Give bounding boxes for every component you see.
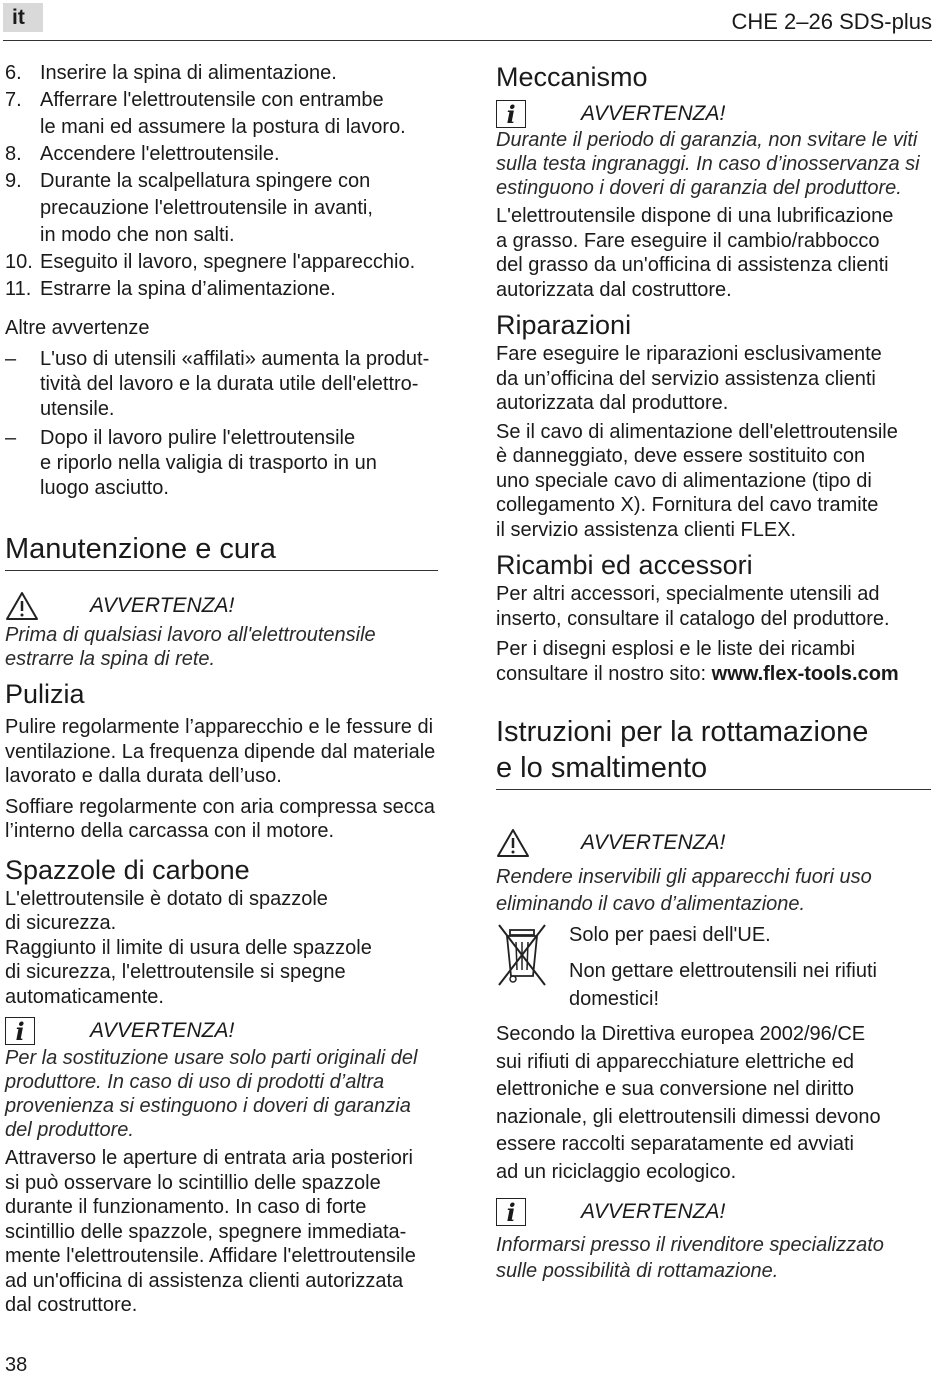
spazzole-paragraph: L'elettroutensile è dotato di spazzole di sicurezza. Raggiunto il limite di usura delle spazzole di sicurezza, l'elettroutensile si spegne automaticamente.	[5, 887, 372, 1008]
header-rule	[3, 40, 932, 41]
info-icon: i	[496, 1198, 581, 1226]
list-item: 9. Durante la scalpellatura spingere con precauzione l'elettroutensile in avanti, in modo che non salti.	[5, 170, 373, 246]
manutenzione-title: Manutenzione e cura	[5, 533, 276, 565]
meccanismo-title: Meccanismo	[496, 62, 648, 92]
model-title: CHE 2–26 SDS-plus	[731, 9, 932, 34]
warning-triangle-icon	[5, 591, 90, 621]
riparazioni-paragraph: Fare eseguire le riparazioni esclusivamente da un’officina del servizio assistenza clienti autorizzata dal produttore.	[496, 343, 882, 414]
left-column	[5, 60, 438, 1318]
riparazioni-paragraph-2: Se il cavo di alimentazione dell'elettroutensile è danneggiato, deve essere sostituito con uno speciale cavo di alimentazione (tipo di collegamento X). Fornitura del cavo tramite il servizio assistenza clienti FLEX.	[496, 420, 898, 541]
language-tag: it	[3, 3, 43, 32]
info-icon: i	[5, 1017, 90, 1045]
rottamazione-heading-block	[496, 714, 931, 790]
altre-list	[5, 347, 438, 501]
pulizia-title: Pulizia	[5, 679, 85, 709]
riparazioni-title: Riparazioni	[496, 310, 632, 340]
crossed-bin-icon	[496, 922, 569, 1013]
list-item: 8. Accendere l'elettroutensile.	[5, 143, 280, 165]
weee-notice	[496, 922, 931, 1013]
info-text: Durante il periodo di garanzia, non svitare le viti sulla testa ingranaggi. In caso d’inosservanza si estinguono i doveri di garanzia del produttore.	[496, 129, 920, 199]
warning-triangle-icon	[496, 828, 581, 858]
list-item: 6. Inserire la spina di alimentazione.	[5, 62, 337, 84]
rottamazione-title: Istruzioni per la rottamazione e lo smaltimento	[496, 716, 869, 784]
info-icon: i	[496, 100, 581, 128]
page-number: 38	[5, 1354, 28, 1376]
altre-avvertenze-title: Altre avvertenze	[5, 317, 150, 339]
direttiva-paragraph: Secondo la Direttiva europea 2002/96/CE sui rifiuti di apparecchiature elettriche ed elettroniche e sua conversione nel diritto nazionale, gli elettroutensili dimessi devono essere raccolti separatamente ed avviati ad un riciclaggio ecologico.	[496, 1023, 881, 1183]
right-column	[496, 60, 931, 1284]
info-text: Per la sostituzione usare solo parti originali del produttore. In caso di uso di prodotti d’altra provenienza si estinguono i doveri di garanzia del produttore.	[5, 1047, 418, 1141]
weee-line-2: Non gettare elettroutensili nei rifiuti domestici!	[569, 960, 877, 1010]
ricambi-title: Ricambi ed accessori	[496, 550, 753, 580]
warning-text: Rendere inservibili gli apparecchi fuori uso eliminando il cavo d’alimentazione.	[496, 866, 872, 915]
info-heading: i AVVERTENZA!	[5, 1017, 438, 1045]
list-item: 11. Estrarre la spina d’alimentazione.	[5, 278, 336, 300]
info-heading: i AVVERTENZA!	[496, 100, 931, 128]
spazzole-title: Spazzole di carbone	[5, 854, 250, 885]
pulizia-paragraph: Pulire regolarmente l’apparecchio e le fessure di ventilazione. La frequenza dipende dal materiale lavorato e dalla durata dell’uso.	[5, 716, 436, 787]
list-item: – Dopo il lavoro pulire l'elettroutensile e riporlo nella valigia di trasporto in un luogo asciutto.	[5, 427, 377, 499]
warning-text: Prima di qualsiasi lavoro all'elettroutensile estrarre la spina di rete.	[5, 624, 376, 670]
spazzole-paragraph-2: Attraverso le aperture di entrata aria posteriori si può osservare lo scintillio delle spazzole durante il funzionamento. In caso di forte scintillio delle spazzole, spegnere immediata- mente l'elettroutensile. Affidare l'elettroutensile ad un'officina di assistenza clienti autorizzata dal costruttore.	[5, 1147, 416, 1316]
info-text: Informarsi presso il rivenditore specializzato sulle possibilità di rottamazione.	[496, 1234, 884, 1282]
steps-list	[5, 60, 438, 303]
list-item: – L'uso di utensili «affilati» aumenta la produt- tività del lavoro e la durata utile dell'elettro- utensile.	[5, 348, 430, 420]
list-item: 10. Eseguito il lavoro, spegnere l'apparecchio.	[5, 251, 416, 273]
warning-heading: AVVERTENZA!	[496, 828, 931, 858]
list-item: 7. Afferrare l'elettroutensile con entrambe le mani ed assumere la postura di lavoro.	[5, 89, 406, 138]
warning-heading: AVVERTENZA!	[5, 591, 438, 621]
weee-line-1: Solo per paesi dell'UE.	[569, 924, 771, 946]
pulizia-paragraph-2: Soffiare regolarmente con aria compressa secca l’interno della carcassa con il motore.	[5, 795, 435, 842]
meccanismo-paragraph: L'elettroutensile dispone di una lubrificazione a grasso. Fare eseguire il cambio/rabbocco del grasso da un'officina di assistenza clienti autorizzata dal costruttore.	[496, 205, 894, 301]
ricambi-paragraph: Per altri accessori, specialmente utensili ad inserto, consultare il catalogo del produttore.	[496, 583, 890, 630]
info-heading: i AVVERTENZA!	[496, 1198, 931, 1226]
ricambi-paragraph-2: Per i disegni esplosi e le liste dei ricambi consultare il nostro sito: www.flex-tools.com	[496, 638, 899, 685]
website-link[interactable]: www.flex-tools.com	[711, 662, 899, 685]
manutenzione-heading-block	[5, 531, 438, 571]
